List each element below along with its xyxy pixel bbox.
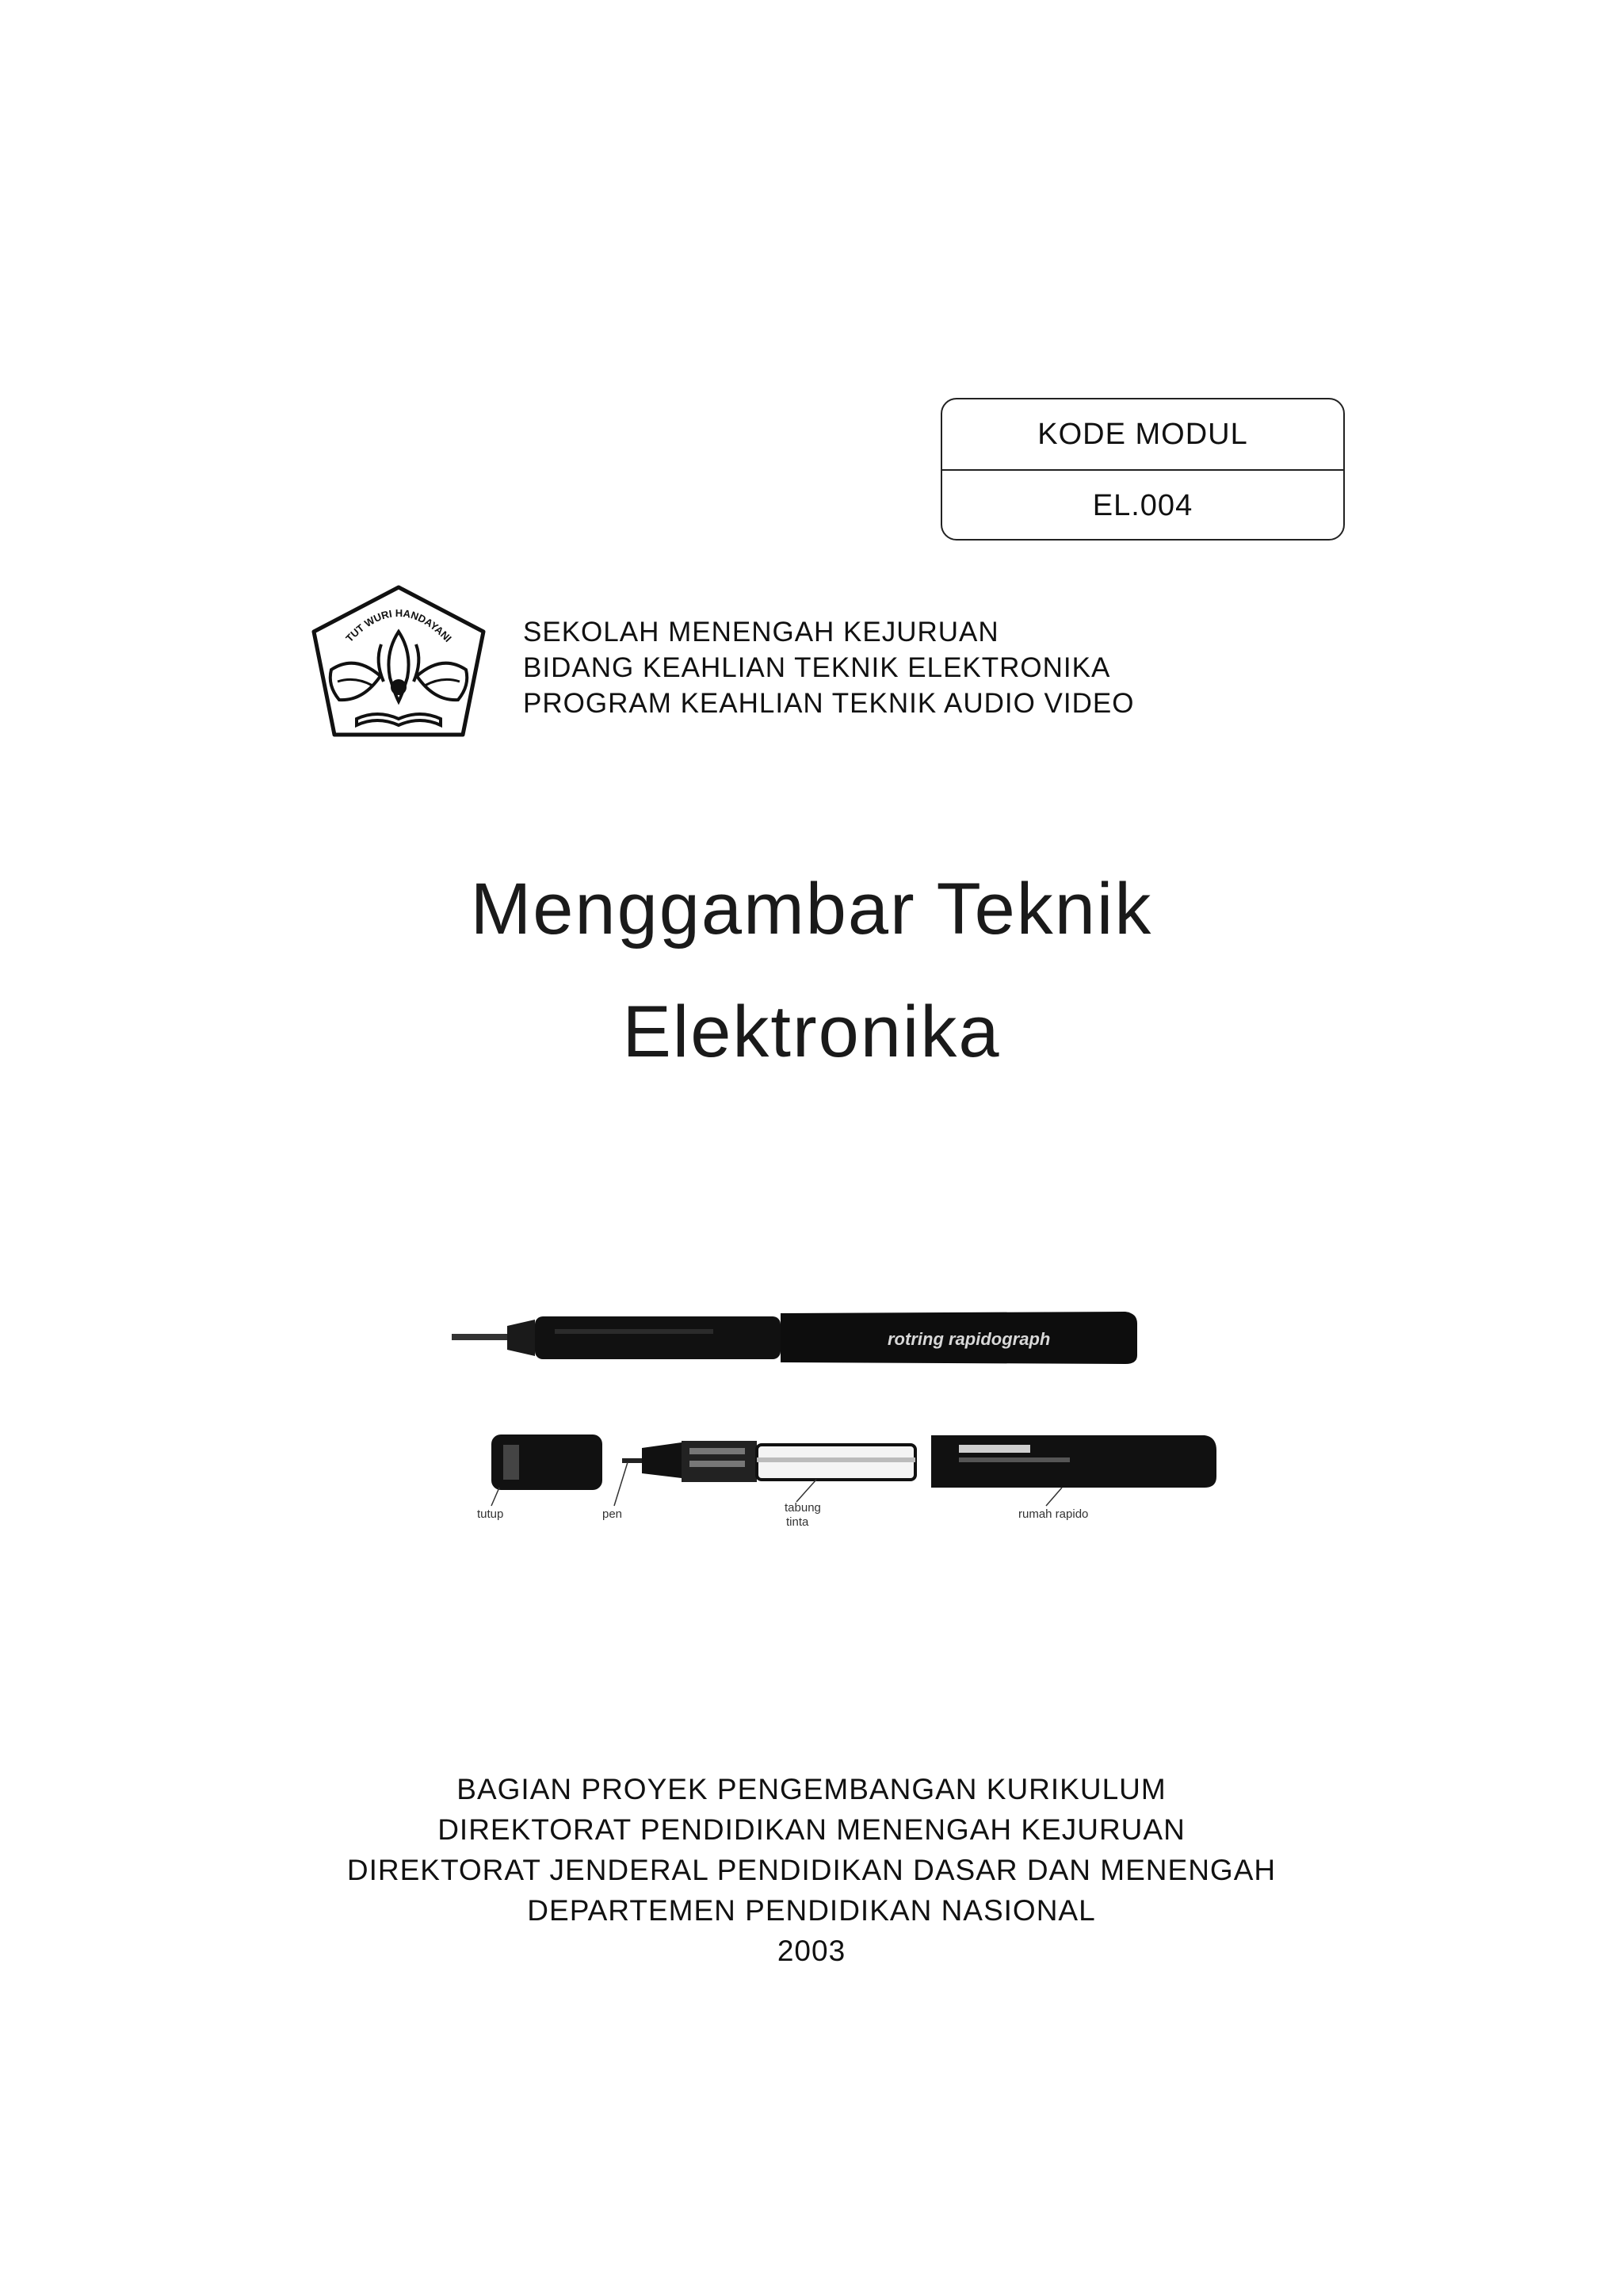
publisher-line-3: DIREKTORAT JENDERAL PENDIDIKAN DASAR DAN MENENGAH: [346, 1854, 1277, 1886]
publication-year: 2003: [777, 1935, 846, 1967]
module-code-box: [941, 398, 1345, 541]
school-line-3: PROGRAM KEAHLIAN TEKNIK AUDIO VIDEO: [523, 688, 1135, 719]
module-code-label: KODE MODUL: [1037, 417, 1248, 451]
tut-wuri-handayani-emblem: [307, 583, 490, 741]
label-cap: tutup: [477, 1507, 504, 1521]
pen-tip: [622, 1458, 642, 1463]
label-tube-1: tabung: [785, 1501, 821, 1515]
document-title-line-1: Menggambar Teknik: [470, 869, 1153, 949]
label-tube-2: tinta: [786, 1515, 809, 1529]
school-info: [523, 614, 1134, 721]
label-pen: pen: [602, 1507, 623, 1521]
svg-text:TUT WURI HANDAYANI: TUT WURI HANDAYANI: [343, 606, 454, 644]
document-title-line-2: Elektronika: [622, 991, 1001, 1072]
pen-parts: [491, 1435, 1216, 1490]
publisher-line-1: BAGIAN PROYEK PENGEMBANGAN KURIKULUM: [456, 1773, 1167, 1805]
school-line-2: BIDANG KEAHLIAN TEKNIK ELEKTRONIKA: [523, 652, 1111, 683]
assembled-pen: [452, 1312, 1137, 1364]
pen-brand-text: rotring rapidograph: [888, 1329, 1051, 1349]
publisher-line-2: DIREKTORAT PENDIDIKAN MENENGAH KEJURUAN: [437, 1813, 1186, 1846]
school-line-1: SEKOLAH MENENGAH KEJURUAN: [523, 617, 999, 648]
module-code-value: EL.004: [1092, 488, 1193, 522]
publisher-line-4: DEPARTEMEN PENDIDIKAN NASIONAL: [527, 1894, 1096, 1927]
label-body: rumah rapido: [1018, 1507, 1089, 1521]
publisher-info: [0, 1769, 1623, 1971]
technical-pen-figure: [444, 1280, 1228, 1541]
